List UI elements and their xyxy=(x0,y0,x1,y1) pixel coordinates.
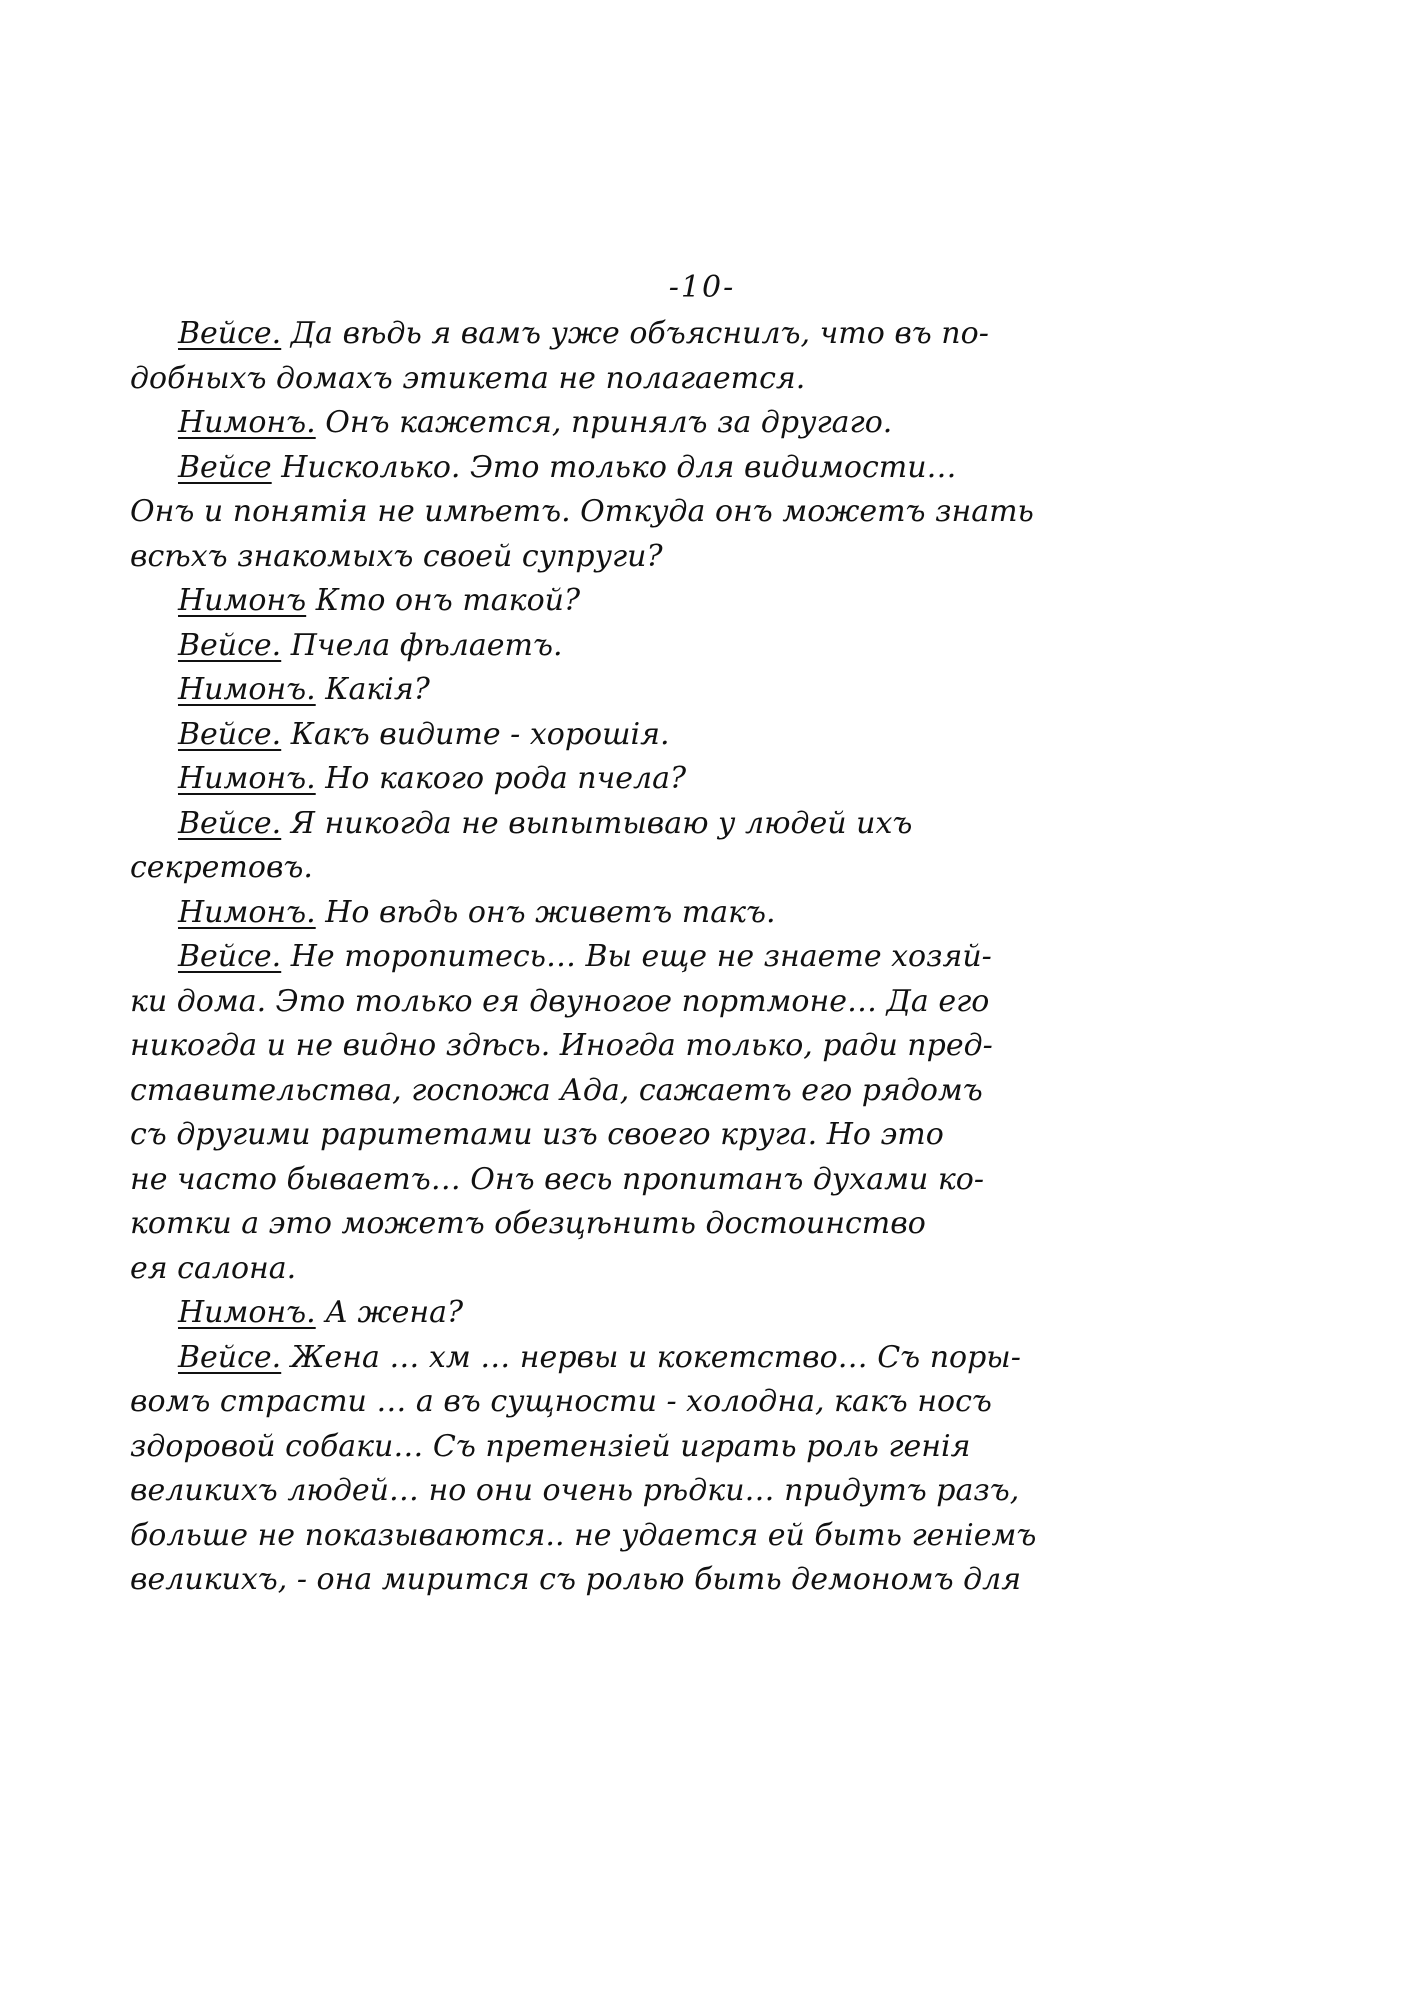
text-line xyxy=(130,1469,1300,1514)
text-line xyxy=(130,357,1300,402)
text-line xyxy=(130,1202,1300,1247)
line-text: Нисколько. Это только для видимости… xyxy=(271,449,957,485)
speaker-name: Вейсе. xyxy=(178,627,282,663)
speaker-name: Вейсе. xyxy=(178,316,282,351)
speaker-name: Вейсе. xyxy=(178,1339,282,1375)
speaker-name: Нимонъ. xyxy=(178,1295,316,1330)
line-text: Но какого рода пчела? xyxy=(315,761,687,796)
line-text: вомъ страсти … а въ сущности - холодна, какъ носъ xyxy=(130,1384,992,1419)
text-line xyxy=(130,401,1300,446)
text-line xyxy=(130,668,1300,713)
line-text: ея салона. xyxy=(130,1250,297,1286)
text-line xyxy=(130,1514,1300,1559)
text-line xyxy=(130,312,1300,357)
line-text: здоровой собаки… Съ претензіей играть роль генія xyxy=(130,1428,971,1464)
line-text: ки дома. Это только ея двуногое портмоне… Да его xyxy=(130,983,990,1019)
text-line xyxy=(130,624,1300,669)
text-line xyxy=(130,535,1300,580)
text-line xyxy=(130,1113,1300,1158)
speaker-name: Нимонъ. xyxy=(178,672,316,707)
line-text: никогда и не видно здѣсь. Иногда только, ради пред- xyxy=(130,1028,993,1063)
text-line xyxy=(130,1291,1300,1336)
line-text: Какъ видите - хорошія. xyxy=(281,716,670,752)
line-text: съ другими раритетами изъ своего круга. Но это xyxy=(130,1117,944,1152)
line-text: Кто онъ такой? xyxy=(306,583,581,618)
line-text: Я никогда не выпытываю у людей ихъ xyxy=(281,805,913,841)
text-line xyxy=(130,980,1300,1025)
speaker-name: Нимонъ. xyxy=(178,761,316,796)
line-text: Да вѣдь я вамъ уже объяснилъ, что въ по- xyxy=(281,316,989,351)
text-line xyxy=(130,891,1300,936)
line-text: котки а это можетъ обезцѣнить достоинство xyxy=(130,1206,926,1241)
text-line xyxy=(130,1158,1300,1203)
text-line xyxy=(130,935,1300,980)
speaker-name: Нимонъ. xyxy=(178,894,316,930)
text-line xyxy=(130,757,1300,802)
line-text: Жена … хм … нервы и кокетство… Съ поры- xyxy=(281,1339,1021,1375)
text-line xyxy=(130,1558,1300,1603)
speaker-name: Нимонъ. xyxy=(178,405,316,440)
line-text: Пчела фѣлаетъ. xyxy=(281,627,563,663)
line-text: больше не показываются.. не удается ей быть геніемъ xyxy=(130,1517,1037,1553)
line-text: не часто бываетъ… Онъ весь пропитанъ духами ко- xyxy=(130,1161,984,1197)
line-text: добныхъ домахъ этикета не полагается. xyxy=(130,360,806,396)
text-line xyxy=(130,579,1300,624)
text-line xyxy=(130,1425,1300,1470)
line-text: великихъ, - она мирится съ ролью быть демономъ для xyxy=(130,1562,1022,1597)
manuscript-text xyxy=(130,312,1300,1732)
line-text: ставительства, госпожа Ада, сажаетъ его рядомъ xyxy=(130,1072,983,1108)
text-line xyxy=(130,1247,1300,1292)
line-text: секретовъ. xyxy=(130,850,313,885)
text-line xyxy=(130,490,1300,535)
speaker-name: Вейсе. xyxy=(178,939,282,974)
line-text: Какія? xyxy=(315,672,430,707)
line-text: всѣхъ знакомыхъ своей супруги? xyxy=(130,538,663,574)
line-text: Но вѣдь онъ живетъ такъ. xyxy=(315,894,776,930)
text-line xyxy=(130,1069,1300,1114)
text-line xyxy=(130,1336,1300,1381)
speaker-name: Вейсе. xyxy=(178,805,282,841)
page-number: -10- xyxy=(668,270,736,305)
line-text: Онъ кажется, принялъ за другаго. xyxy=(315,405,893,440)
text-line xyxy=(130,1024,1300,1069)
speaker-name: Вейсе. xyxy=(178,716,282,752)
line-text: Не торопитесь… Вы еще не знаете хозяй- xyxy=(281,939,992,974)
line-text: великихъ людей… но они очень рѣдки… придутъ разъ, xyxy=(130,1473,1020,1508)
line-text: А жена? xyxy=(315,1295,464,1330)
text-line xyxy=(130,802,1300,847)
text-line xyxy=(130,446,1300,491)
text-line xyxy=(130,713,1300,758)
speaker-name: Нимонъ xyxy=(178,583,307,618)
line-text: Онъ и понятія не имѣетъ. Откуда онъ можетъ знать xyxy=(130,494,1034,529)
text-line xyxy=(130,846,1300,891)
text-line xyxy=(130,1380,1300,1425)
speaker-name: Вейсе xyxy=(178,449,272,485)
